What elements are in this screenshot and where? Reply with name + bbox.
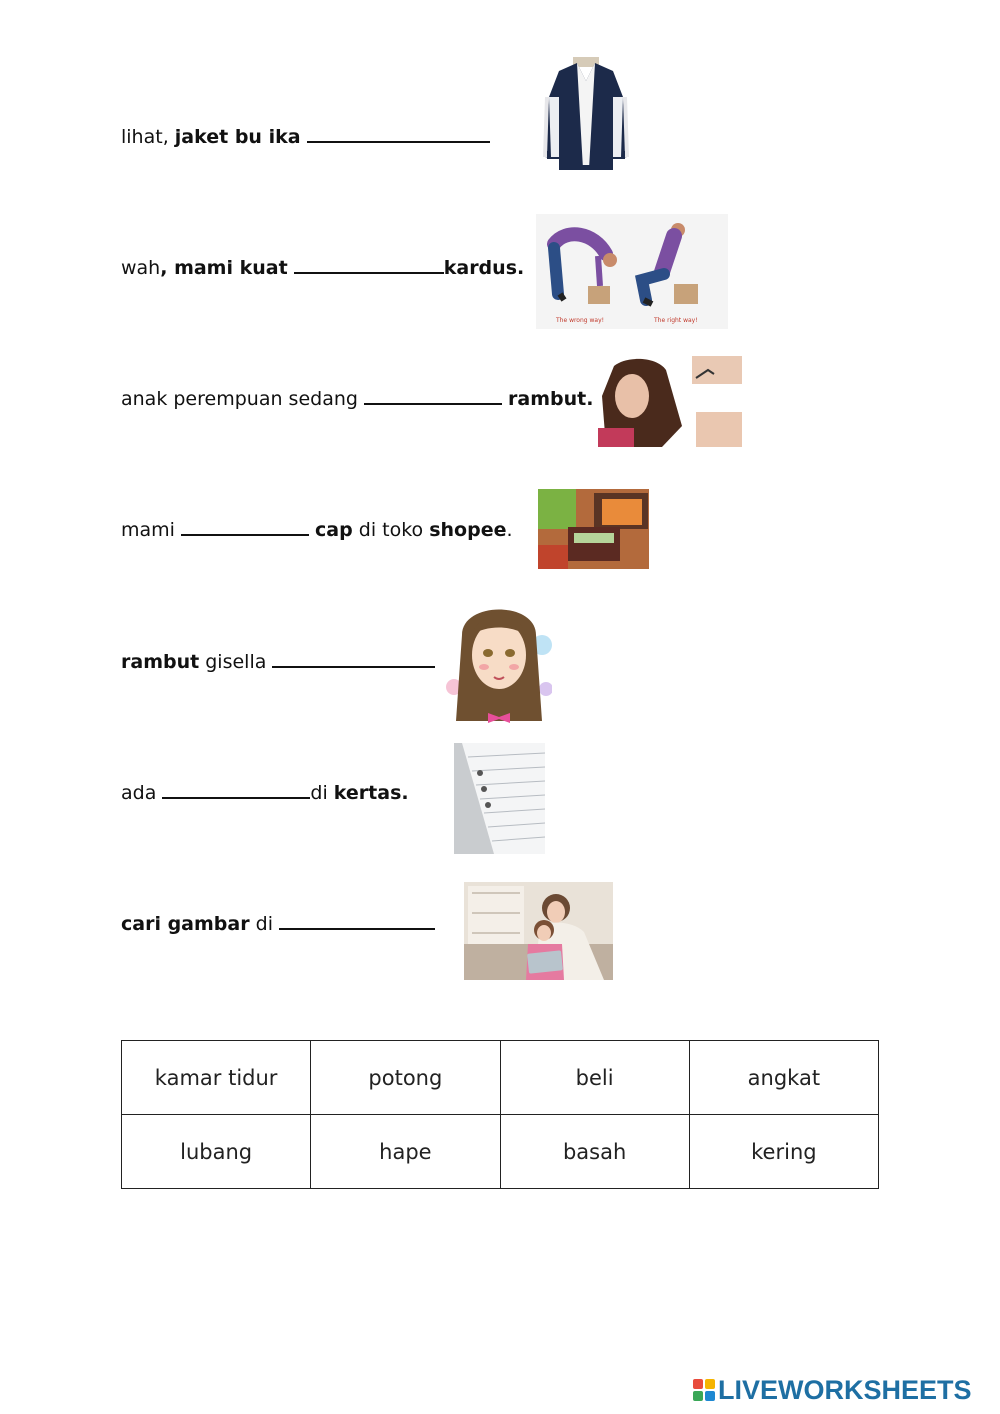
q7-bold: cari gambar [121, 913, 250, 935]
question-2 [121, 258, 524, 278]
girl-long-hair-image [446, 595, 552, 729]
q6-text-2: di [310, 782, 334, 804]
lifting-box-image [536, 214, 728, 329]
answer-blank-7[interactable] [279, 914, 435, 930]
logo-square-red [693, 1379, 703, 1389]
word-bank-cell[interactable]: lubang [122, 1115, 311, 1189]
word-bank-cell[interactable]: angkat [689, 1041, 878, 1115]
q3-bold-after: rambut. [508, 388, 594, 410]
jacket-image [543, 57, 629, 172]
liveworksheets-brand [693, 1374, 972, 1406]
logo-square-blue [705, 1391, 715, 1401]
logo-square-green [693, 1391, 703, 1401]
answer-blank-5[interactable] [272, 652, 435, 668]
answer-blank-2[interactable] [294, 258, 444, 274]
haircut-image [596, 356, 742, 447]
q4-text-3: . [506, 519, 513, 541]
q4-bold-1: cap [315, 519, 353, 541]
answer-blank-4[interactable] [181, 520, 309, 536]
question-7 [121, 914, 435, 934]
q6-bold: kertas. [333, 782, 409, 804]
q2-text: wah [121, 257, 161, 279]
word-bank-cell[interactable]: basah [500, 1115, 689, 1189]
word-bank-cell[interactable]: potong [311, 1041, 500, 1115]
word-bank-row [122, 1041, 879, 1115]
word-bank-cell[interactable]: kering [689, 1115, 878, 1189]
q1-bold: jaket bu ika [174, 126, 301, 148]
question-1 [121, 127, 490, 147]
answer-blank-1[interactable] [307, 127, 490, 143]
mother-daughter-tablet-image [464, 882, 613, 980]
q3-text: anak perempuan sedang [121, 388, 358, 410]
lined-paper-image [454, 743, 545, 854]
answer-blank-6[interactable] [162, 783, 310, 799]
q1-text: lihat, [121, 126, 175, 148]
q6-text: ada [121, 782, 157, 804]
q2-bold-after: kardus. [443, 257, 525, 279]
word-bank-cell[interactable]: hape [311, 1115, 500, 1189]
logo-square-yellow [705, 1379, 715, 1389]
word-bank-cell[interactable]: kamar tidur [122, 1041, 311, 1115]
svg-text:The wrong way!: The wrong way! [556, 317, 605, 324]
word-bank-table [121, 1040, 879, 1189]
word-bank-row [122, 1115, 879, 1189]
q4-text: mami [121, 519, 175, 541]
q5-bold: rambut [121, 651, 200, 673]
q2-bold: , mami kuat [160, 257, 288, 279]
question-3 [121, 389, 593, 409]
q5-text: gisella [199, 651, 267, 673]
question-5 [121, 652, 435, 672]
question-6 [121, 783, 409, 803]
q7-text: di [249, 913, 273, 935]
question-4 [121, 520, 513, 540]
liveworksheets-logo-icon [693, 1379, 715, 1401]
svg-text:The right way!: The right way! [654, 317, 698, 324]
q4-bold-2: shopee [429, 519, 507, 541]
word-bank-cell[interactable]: beli [500, 1041, 689, 1115]
answer-blank-3[interactable] [364, 389, 502, 405]
q4-text-2: di toko [352, 519, 430, 541]
brand-text: LIVEWORKSHEETS [718, 1374, 972, 1405]
wallet-shopping-image [538, 489, 649, 569]
